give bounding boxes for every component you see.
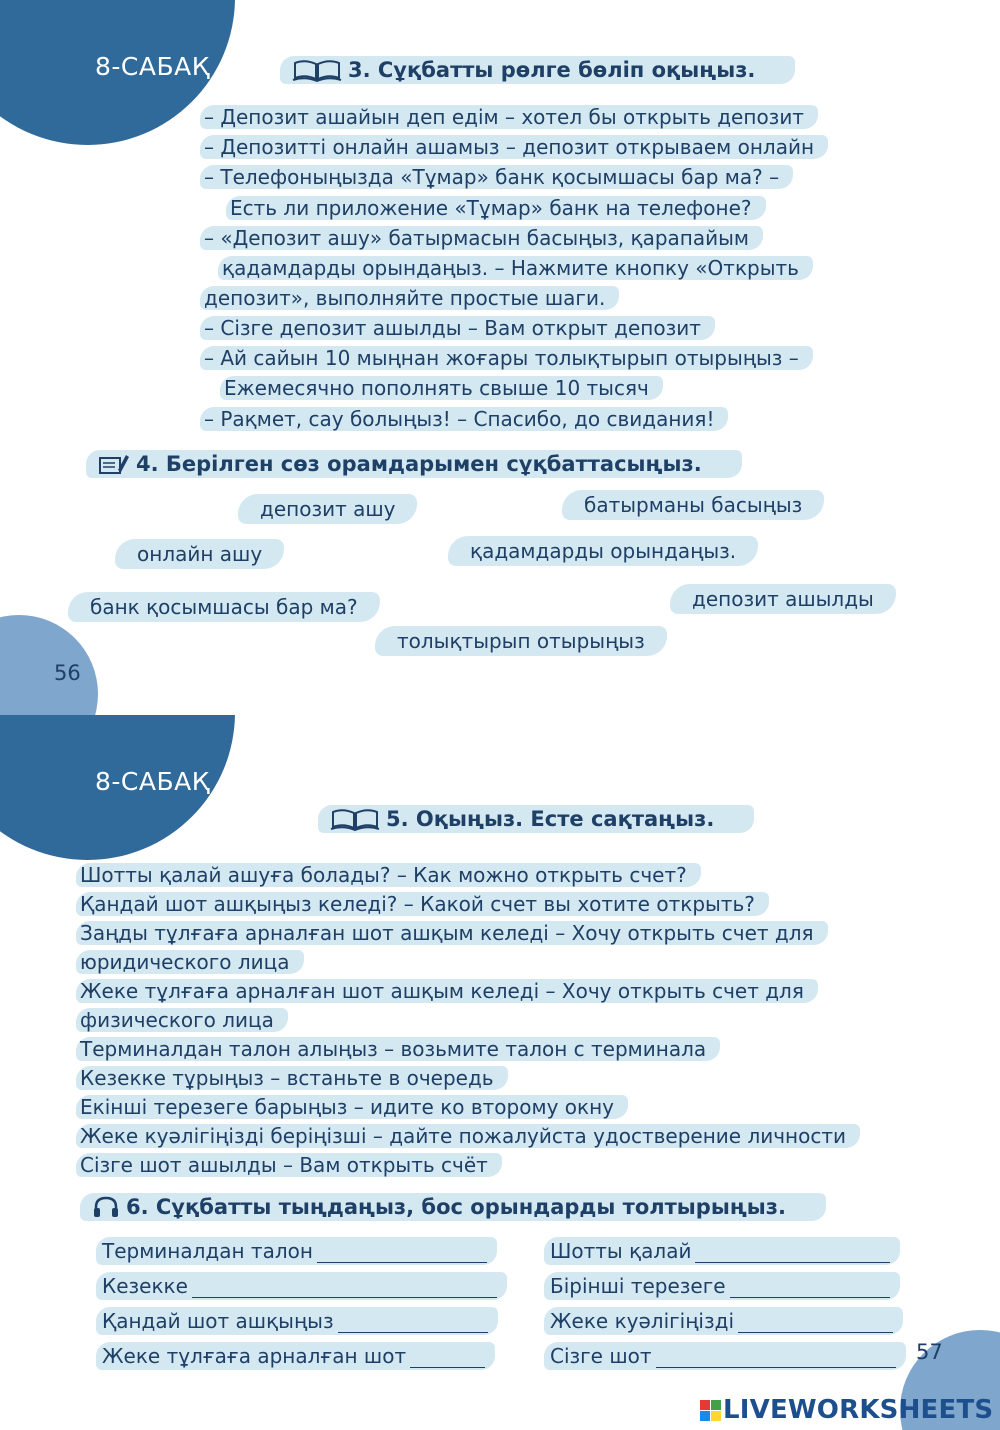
- fill-in-prompt: Жеке тұлғаға арналған шот: [102, 1344, 407, 1368]
- phrase-line: Шотты қалай ашуға болады? – Как можно открыть счет?: [76, 863, 701, 887]
- answer-blank[interactable]: [656, 1347, 896, 1368]
- phrase-chip: батырманы басыңыз: [562, 490, 824, 520]
- exercise-6-heading: [80, 1193, 826, 1221]
- answer-blank[interactable]: [192, 1277, 497, 1298]
- logo-text: LIVEWORKSHEETS: [723, 1395, 994, 1425]
- phrase-chip: толықтырып отырыңыз: [375, 626, 667, 656]
- dialogue-line: қадамдарды орындаңыз. – Нажмите кнопку «Открыть: [218, 256, 813, 280]
- dialogue-line: – Депозит ашайын деп едім – хотел бы открыть депозит: [200, 105, 818, 129]
- fill-in-prompt: Қандай шот ашқыңыз: [102, 1309, 334, 1333]
- answer-blank[interactable]: [695, 1242, 890, 1263]
- fill-in-row: [544, 1342, 906, 1370]
- fill-in-row: [544, 1272, 900, 1300]
- exercise-5-heading: [318, 805, 754, 833]
- fill-in-row: [96, 1307, 498, 1335]
- answer-blank[interactable]: [730, 1277, 890, 1298]
- phrase-chip: қадамдарды орындаңыз.: [448, 536, 758, 566]
- exercise-4-heading: [86, 450, 742, 478]
- fill-in-prompt: Кезекке: [102, 1274, 188, 1298]
- fill-in-prompt: Жеке куәлігіңізді: [550, 1309, 735, 1333]
- dialogue-line: – Сізге депозит ашылды – Вам открыт депозит: [200, 316, 715, 340]
- phrase-line: Кезекке тұрыңыз – встаньте в очередь: [76, 1066, 508, 1090]
- phrase-line: Екінші терезеге барыңыз – идите ко второму окну: [76, 1095, 628, 1119]
- page-number: 56: [54, 661, 81, 685]
- fill-in-prompt: Терминалдан талон: [102, 1239, 313, 1263]
- answer-blank[interactable]: [738, 1312, 893, 1333]
- dialogue-line: – Телефоныңызда «Тұмар» банк қосымшасы бар ма? –: [200, 165, 793, 189]
- page-number: 57: [916, 1340, 943, 1364]
- phrase-line: Сізге шот ашылды – Вам открыть счёт: [76, 1153, 502, 1177]
- lesson-label: 8-САБАҚ: [95, 52, 210, 81]
- phrase-chip: онлайн ашу: [115, 539, 284, 569]
- answer-blank[interactable]: [317, 1242, 487, 1263]
- exercise-6-title: 6. Сұқбатты тыңдаңыз, бос орындарды толтырыңыз.: [126, 1195, 786, 1219]
- open-book-icon: [292, 58, 342, 82]
- logo-grid-icon: [700, 1400, 721, 1421]
- notebook-pencil-icon: [98, 452, 130, 476]
- fill-in-row: [544, 1237, 900, 1265]
- fill-in-row: [96, 1342, 495, 1370]
- page-57: [0, 715, 1000, 1430]
- logo-square: [711, 1400, 721, 1410]
- phrase-line: Қандай шот ашқыңыз келеді? – Какой счет вы хотите открыть?: [76, 892, 769, 916]
- dialogue-line: – Ай сайын 10 мыңнан жоғары толықтырып отырыңыз –: [200, 346, 813, 370]
- dialogue-line: Есть ли приложение «Тұмар» банк на телефоне?: [226, 196, 766, 220]
- phrase-chip: депозит ашу: [238, 494, 417, 524]
- lesson-label: 8-САБАҚ: [95, 767, 210, 796]
- dialogue-line: – Депозитті онлайн ашамыз – депозит открываем онлайн: [200, 135, 828, 159]
- dialogue-line: – «Депозит ашу» батырмасын басыңыз, қарапайым: [200, 226, 763, 250]
- phrase-line: юридического лица: [76, 950, 304, 974]
- exercise-4-title: 4. Берілген сөз орамдарымен сұқбаттасыңыз.: [136, 452, 702, 476]
- fill-in-prompt: Сізге шот: [550, 1344, 652, 1368]
- dialogue-line: – Рақмет, сау болыңыз! – Спасибо, до свидания!: [200, 407, 728, 431]
- logo-square: [700, 1411, 710, 1421]
- exercise-3-heading: [280, 56, 795, 84]
- phrase-line: Жеке тұлғаға арналған шот ашқым келеді – Хочу открыть счет для: [76, 979, 818, 1003]
- phrase-chip: банк қосымшасы бар ма?: [68, 592, 380, 622]
- answer-blank[interactable]: [410, 1347, 485, 1368]
- liveworksheets-logo: [700, 1395, 993, 1425]
- phrase-chip: депозит ашылды: [670, 584, 896, 614]
- open-book-icon: [330, 807, 380, 831]
- logo-square: [711, 1411, 721, 1421]
- phrase-line: Терминалдан талон алыңыз – возьмите талон с терминала: [76, 1037, 720, 1061]
- exercise-3-title: 3. Сұқбатты рөлге бөліп оқыңыз.: [348, 58, 756, 82]
- answer-blank[interactable]: [338, 1312, 488, 1333]
- fill-in-row: [544, 1307, 903, 1335]
- fill-in-row: [96, 1272, 507, 1300]
- fill-in-prompt: Бірінші терезеге: [550, 1274, 726, 1298]
- logo-square: [700, 1400, 710, 1410]
- fill-in-prompt: Шотты қалай: [550, 1239, 692, 1263]
- phrase-line: физического лица: [76, 1008, 288, 1032]
- page-number-blob: [0, 615, 98, 715]
- phrase-line: Жеке куәлігіңізді беріңізші – дайте пожалуйста удостверение личности: [76, 1124, 860, 1148]
- phrase-line: Заңды тұлғаға арналған шот ашқым келеді – Хочу открыть счет для: [76, 921, 828, 945]
- headphones-icon: [92, 1195, 120, 1219]
- fill-in-row: [96, 1237, 497, 1265]
- dialogue-line: депозит», выполняйте простые шаги.: [200, 286, 619, 310]
- exercise-5-title: 5. Оқыңыз. Есте сақтаңыз.: [386, 807, 715, 831]
- dialogue-line: Ежемесячно пополнять свыше 10 тысяч: [220, 376, 663, 400]
